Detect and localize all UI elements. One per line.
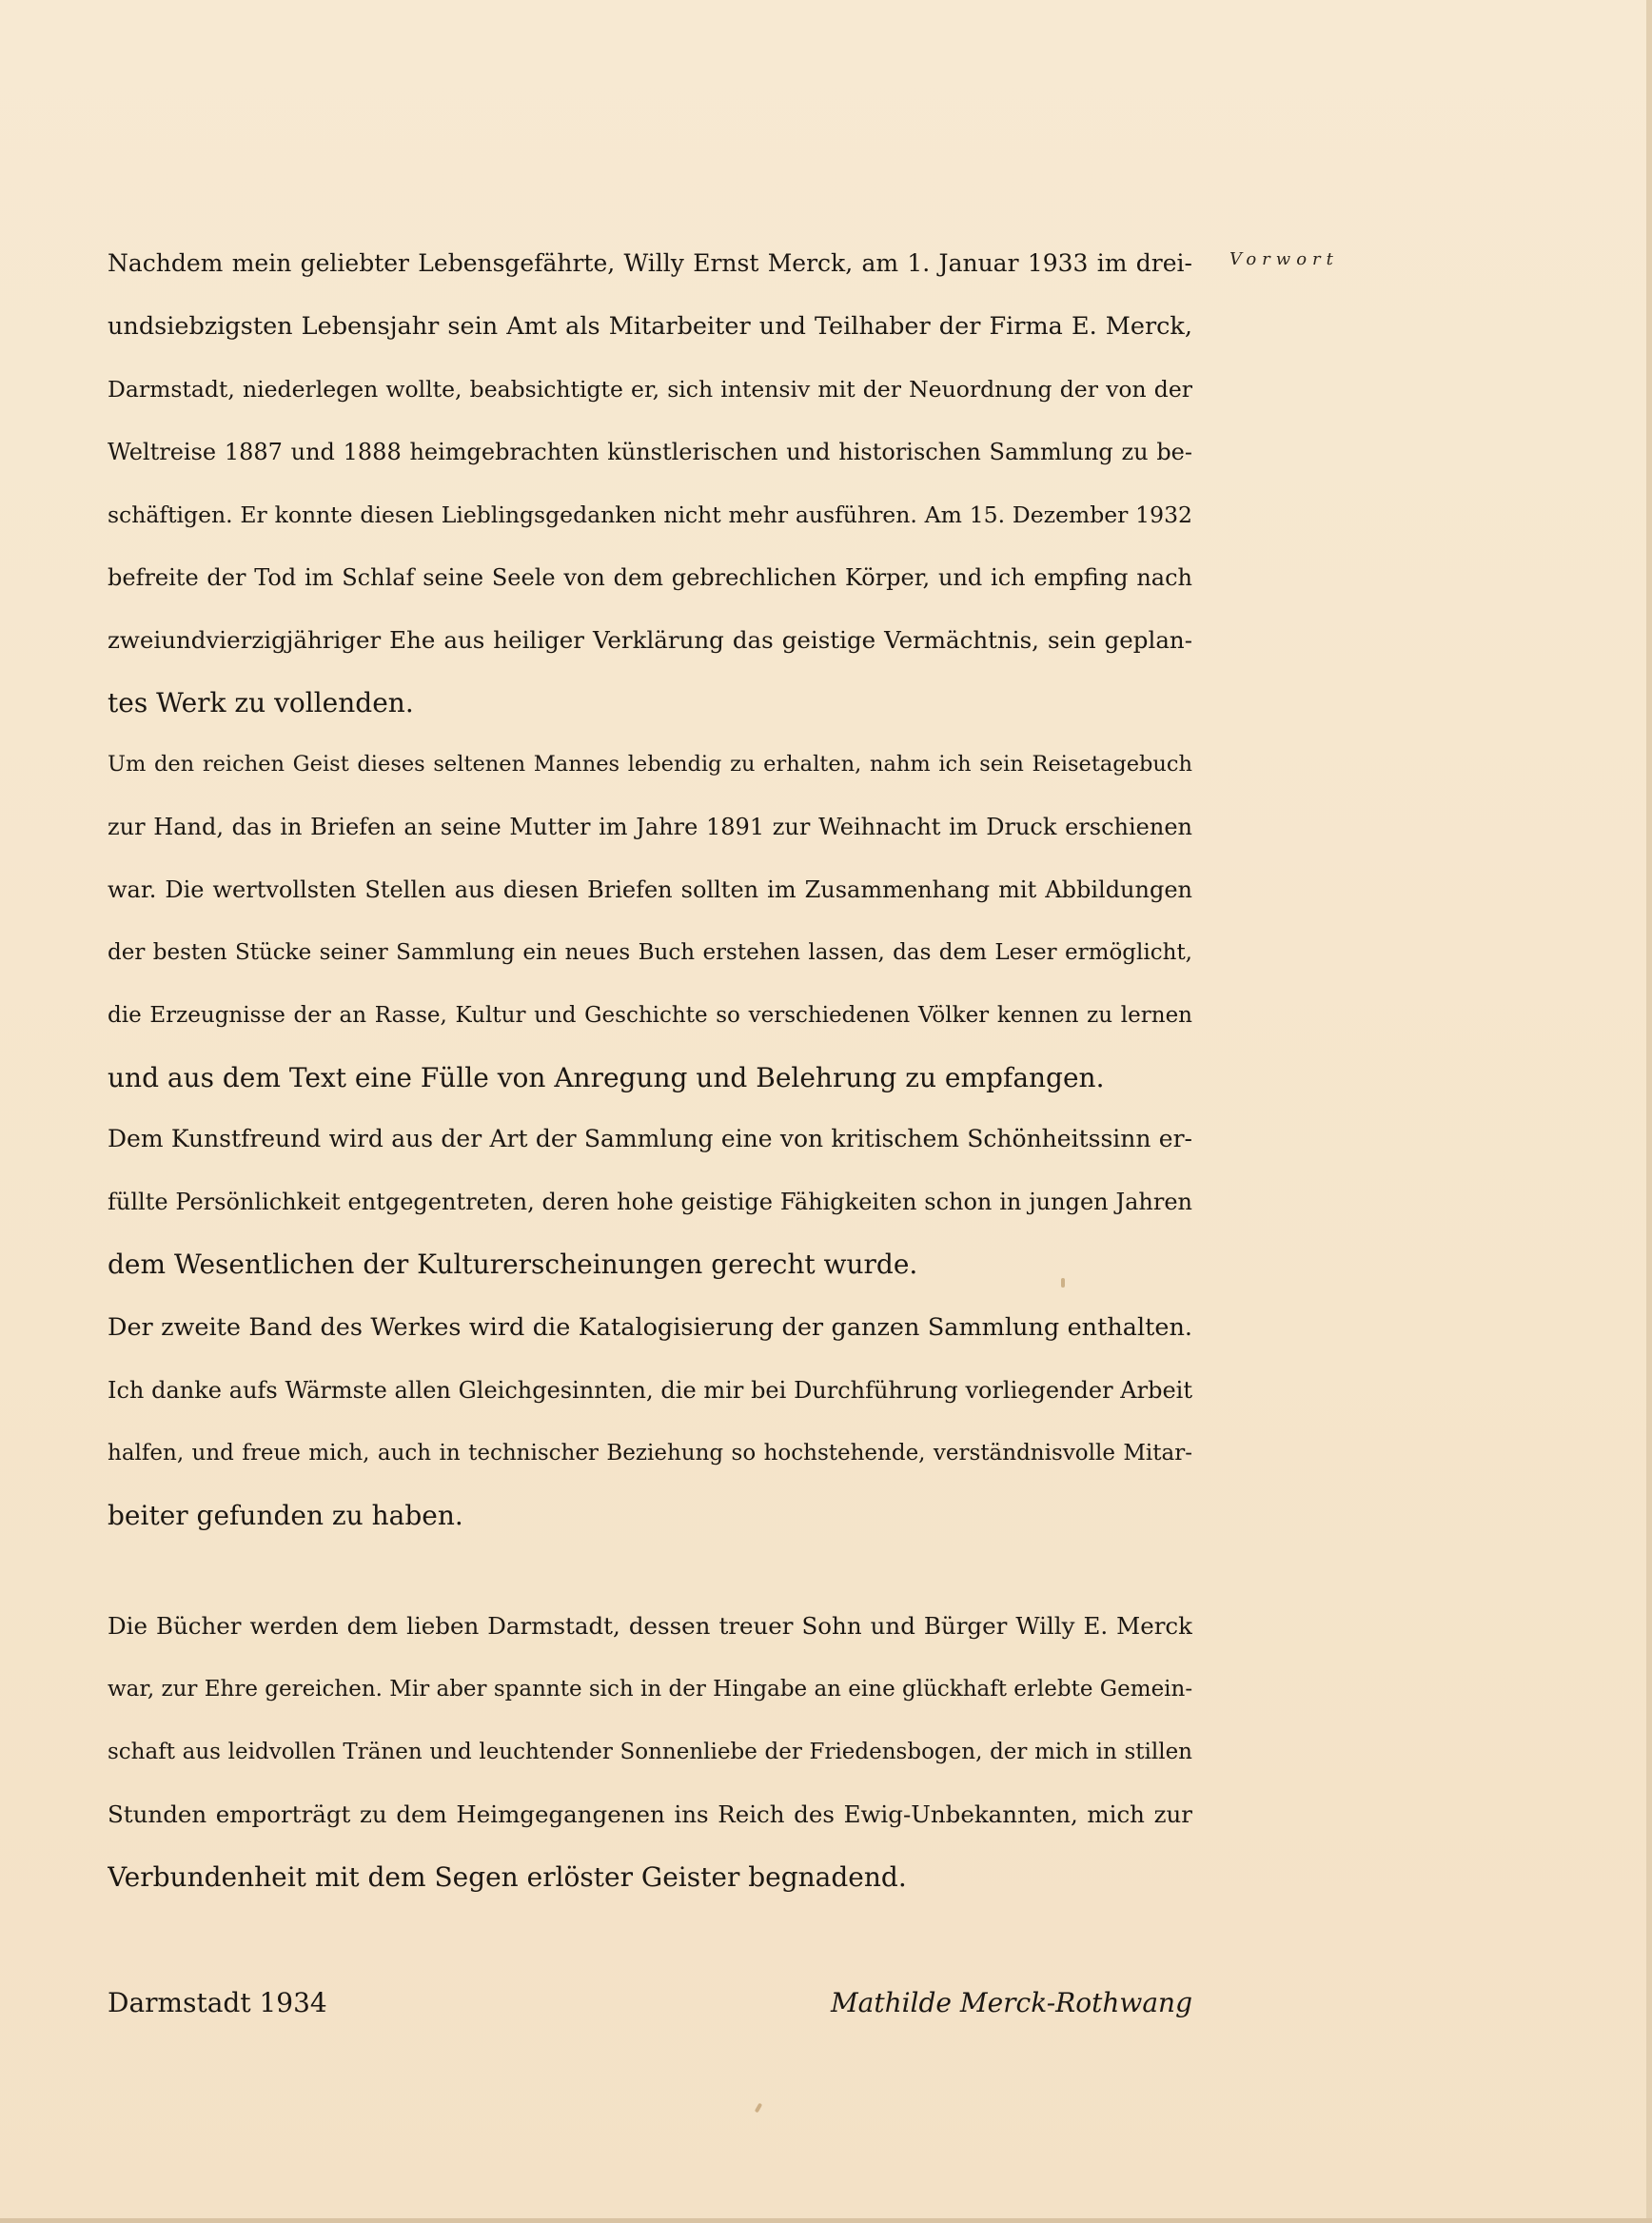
signature: Mathilde Merck-Rothwang bbox=[830, 1987, 1192, 2018]
text-line: tes Werk zu vollenden. bbox=[108, 687, 414, 718]
paper-speck bbox=[755, 2103, 762, 2114]
text-line: dem Wesentlichen der Kulturerscheinungen gerecht wurde. bbox=[108, 1249, 918, 1280]
text-line: Weltreise 1887 und 1888 heimgebrachten künstlerischen und historischen Sammlung zu be- bbox=[108, 439, 1192, 465]
text-line: zweiundvierzigjähriger Ehe aus heiliger Verklärung das geistige Vermächtnis, sein geplan- bbox=[108, 626, 1192, 654]
page-edge-bottom bbox=[0, 2218, 1652, 2223]
section-label: Vorwort bbox=[1229, 249, 1339, 269]
text-line: Dem Kunstfreund wird aus der Art der Sammlung eine von kritischem Schönheitssinn er- bbox=[108, 1125, 1192, 1152]
text-line: beiter gefunden zu haben. bbox=[108, 1500, 463, 1531]
text-line: Verbundenheit mit dem Segen erlöster Geister begnadend. bbox=[108, 1861, 907, 1893]
text-line: der besten Stücke seiner Sammlung ein neues Buch erstehen lassen, das dem Leser ermöglicht, bbox=[108, 940, 1192, 965]
text-line: war, zur Ehre gereichen. Mir aber spannte sich in der Hingabe an eine glückhaft erlebte Gemein- bbox=[108, 1677, 1192, 1702]
text-line: war. Die wertvollsten Stellen aus diesen Briefen sollten im Zusammenhang mit Abbildungen bbox=[108, 876, 1192, 903]
text-line: Der zweite Band des Werkes wird die Katalogisierung der ganzen Sammlung enthalten. bbox=[108, 1313, 1192, 1342]
text-line: schäftigen. Er konnte diesen Lieblingsgedanken nicht mehr ausführen. Am 15. Dezember 1932 bbox=[108, 502, 1192, 528]
text-line: Ich danke aufs Wärmste allen Gleichgesinnten, die mir bei Durchführung vorliegender Arbeit bbox=[108, 1377, 1192, 1404]
paragraph-4 bbox=[108, 1296, 1192, 1359]
paragraph-1 bbox=[108, 232, 1192, 735]
page-edge-right bbox=[1646, 0, 1652, 2223]
place-date: Darmstadt 1934 bbox=[108, 1987, 327, 2018]
text-line: halfen, und freue mich, auch in technischer Beziehung so hochstehende, verständnisvolle Mitar- bbox=[108, 1441, 1192, 1466]
text-line: füllte Persönlichkeit entgegentreten, deren hohe geistige Fähigkeiten schon in jungen Jahren bbox=[108, 1189, 1192, 1215]
text-line: Darmstadt, niederlegen wollte, beabsichtigte er, sich intensiv mit der Neuordnung der von der bbox=[108, 376, 1192, 403]
text-line: zur Hand, das in Briefen an seine Mutter im Jahre 1891 zur Weihnacht im Druck erschienen bbox=[108, 814, 1192, 840]
text-line: Um den reichen Geist dieses seltenen Mannes lebendig zu erhalten, nahm ich sein Reisetagebuch bbox=[108, 752, 1192, 777]
paper-speck bbox=[1061, 1278, 1065, 1288]
text-line: die Erzeugnisse der an Rasse, Kultur und Geschichte so verschiedenen Völker kennen zu lernen bbox=[108, 1003, 1192, 1028]
text-line: Die Bücher werden dem lieben Darmstadt, dessen treuer Sohn und Bürger Willy E. Merck bbox=[108, 1612, 1192, 1640]
paragraph-3 bbox=[108, 1108, 1192, 1296]
footer bbox=[108, 1987, 1192, 2035]
text-line: undsiebzigsten Lebensjahr sein Amt als Mitarbeiter und Teilhaber der Firma E. Merck, bbox=[108, 312, 1192, 341]
paragraph-2 bbox=[108, 733, 1192, 1110]
paragraph-6 bbox=[108, 1595, 1192, 1909]
text-line: befreite der Tod im Schlaf seine Seele von dem gebrechlichen Körper, und ich empfing nach bbox=[108, 564, 1192, 591]
text-line: Nachdem mein geliebter Lebensgefährte, Willy Ernst Merck, am 1. Januar 1933 im drei- bbox=[108, 249, 1192, 277]
text-line: und aus dem Text eine Fülle von Anregung und Belehrung zu empfangen. bbox=[108, 1062, 1105, 1093]
text-line: Stunden emporträgt zu dem Heimgegangenen ins Reich des Ewig-Unbekannten, mich zur bbox=[108, 1800, 1192, 1828]
paragraph-5 bbox=[108, 1359, 1192, 1547]
text-line: schaft aus leidvollen Tränen und leuchtender Sonnenliebe der Friedensbogen, der mich in stillen bbox=[108, 1740, 1192, 1764]
